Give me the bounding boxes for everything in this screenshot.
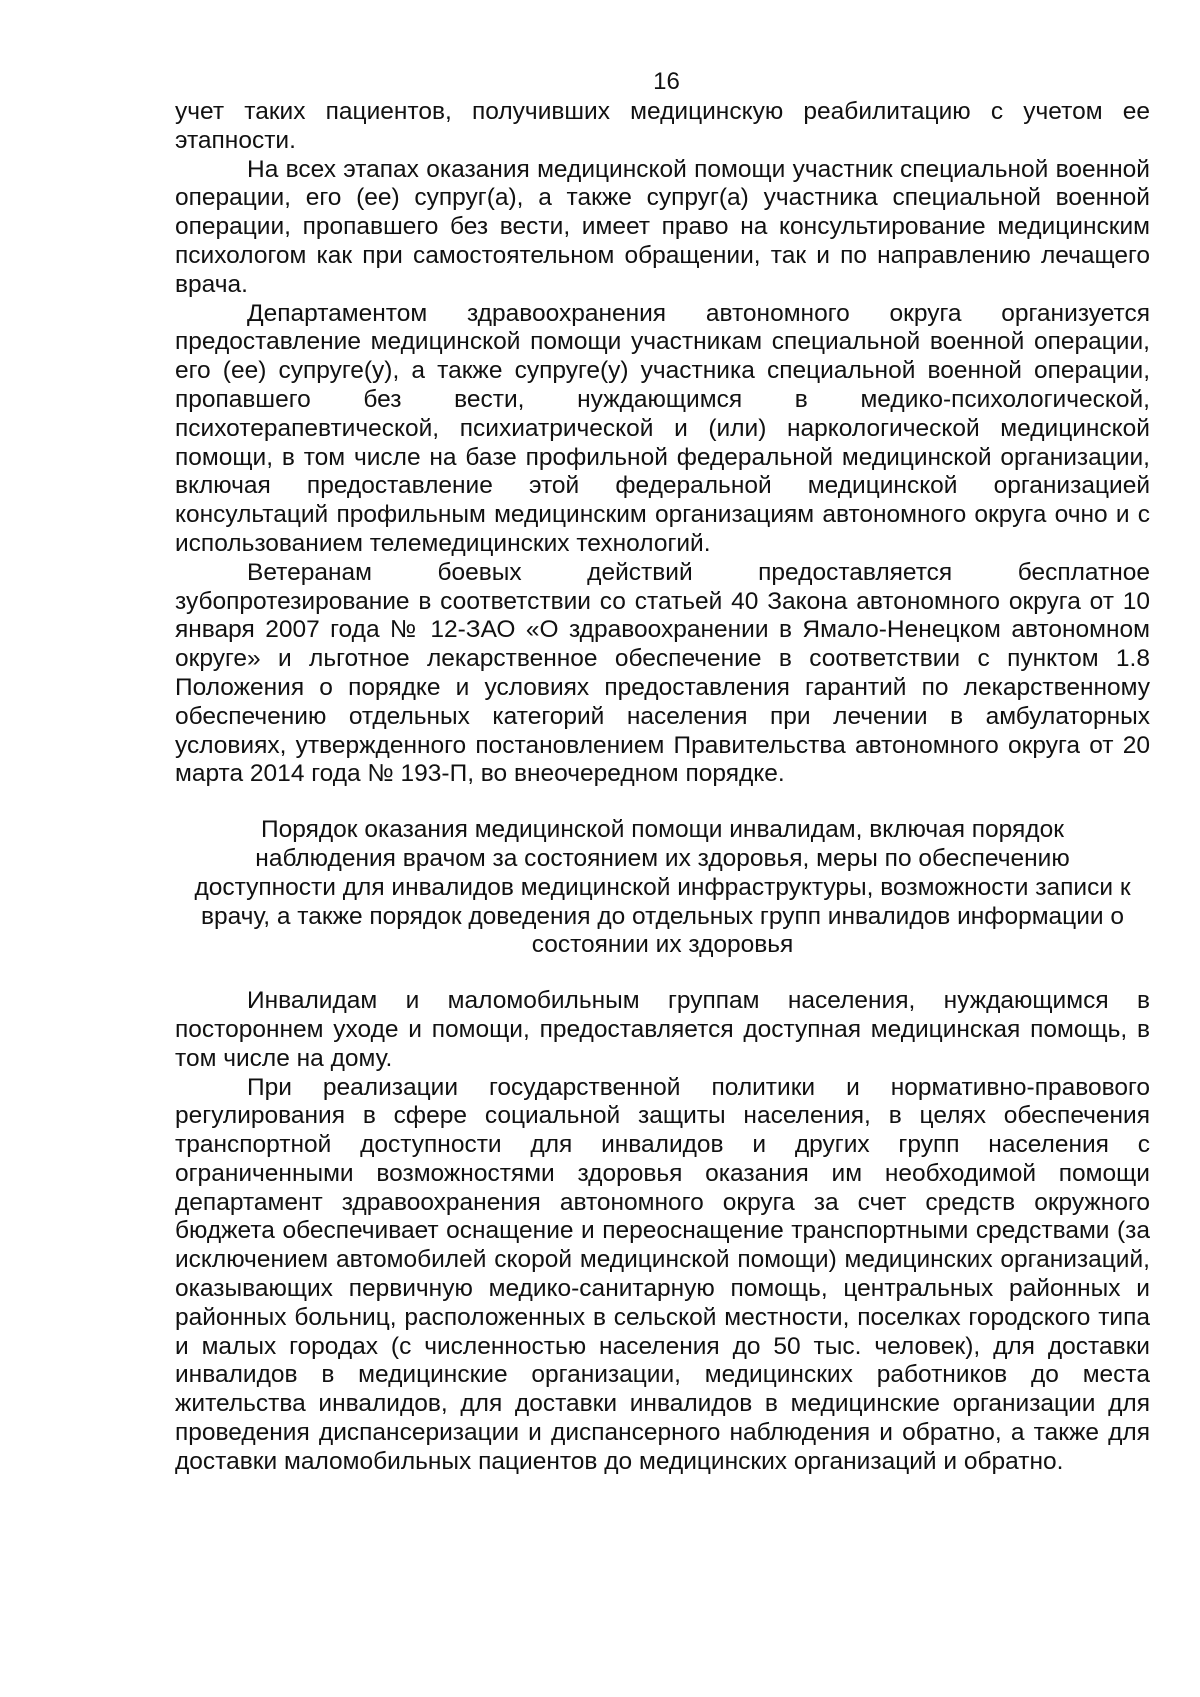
document-page <box>175 68 1150 1477</box>
paragraph-disabled-care: Инвалидам и маломобильным группам населения, нуждающимся в постороннем уходе и помощи, предоставляется доступная медицинская помощь, в том числе на дому. <box>175 987 1150 1072</box>
section-heading: Порядок оказания медицинской помощи инвалидам, включая порядок наблюдения врачом за состоянием их здоровья, меры по обеспечению доступности для инвалидов медицинской инфраструктуры, возможности записи к врачу, а также порядок доведения до отдельных групп инвалидов информации о состоянии их здоровья <box>194 816 1131 959</box>
paragraph-veterans-benefits: Ветеранам боевых действий предоставляется бесплатное зубопротезирование в соответствии со статьей 40 Закона автономного округа от 10 января 2007 года № 12-ЗАО «О здравоохранении в Ямало-Ненецком автономном округе» и льготное лекарственное обеспечение в соответствии с пунктом 1.8 Положения о порядке и условиях предоставления гарантий по лекарственному обеспечению отдельных категорий населения при лечении в амбулаторных условиях, утвержденного постановлением Правительства автономного округа от 20 марта 2014 года № 193-П, во внеочередном порядке. <box>175 558 1150 788</box>
page-number: 16 <box>653 68 680 95</box>
paragraph-transport-accessibility: При реализации государственной политики и нормативно-правового регулирования в сфере социальной защиты населения, в целях обеспечения транспортной доступности для инвалидов и других групп населения с ограниченными возможностями здоровья оказания им необходимой помощи департамент здравоохранения автономного округа за счет средств окружного бюджета обеспечивает оснащение и переоснащение транспортными средствами (за исключением автомобилей скорой медицинской помощи) медицинских организаций, оказывающих первичную медико-санитарную помощь, центральных районных и районных больниц, расположенных в сельской местности, поселках городского типа и малых городах (с численностью населения до 50 тыс. человек), для доставки инвалидов в медицинские организации, медицинских работников до места жительства инвалидов, для доставки инвалидов в медицинские организации для проведения диспансеризации и диспансерного наблюдения и обратно, а также для доставки маломобильных пациентов до медицинских организаций и обратно. <box>175 1073 1150 1475</box>
paragraph-continuation: учет таких пациентов, получивших медицинскую реабилитацию с учетом ее этапности. <box>175 98 1150 154</box>
paragraph-department-care: Департаментом здравоохранения автономного округа организуется предоставление медицинской помощи участникам специальной военной операции, его (ее) супруге(у), а также супруге(у) участника специальной военной операции, пропавшего без вести, нуждающимся в медико-психологической, психотерапевтической, психиатрической и (или) наркологической медицинской помощи, в том числе на базе профильной федеральной медицинской организации, включая предоставление этой федеральной медицинской организацией консультаций профильным медицинским организациям автономного округа очно и с использованием телемедицинских технологий. <box>175 299 1150 557</box>
paragraph-psychologist-consultation: На всех этапах оказания медицинской помощи участник специальной военной операции, его (ее) супруг(а), а также супруг(а) участника специальной военной операции, пропавшего без вести, имеет право на консультирование медицинским психологом как при самостоятельном обращении, так и по направлению лечащего врача. <box>175 155 1150 298</box>
